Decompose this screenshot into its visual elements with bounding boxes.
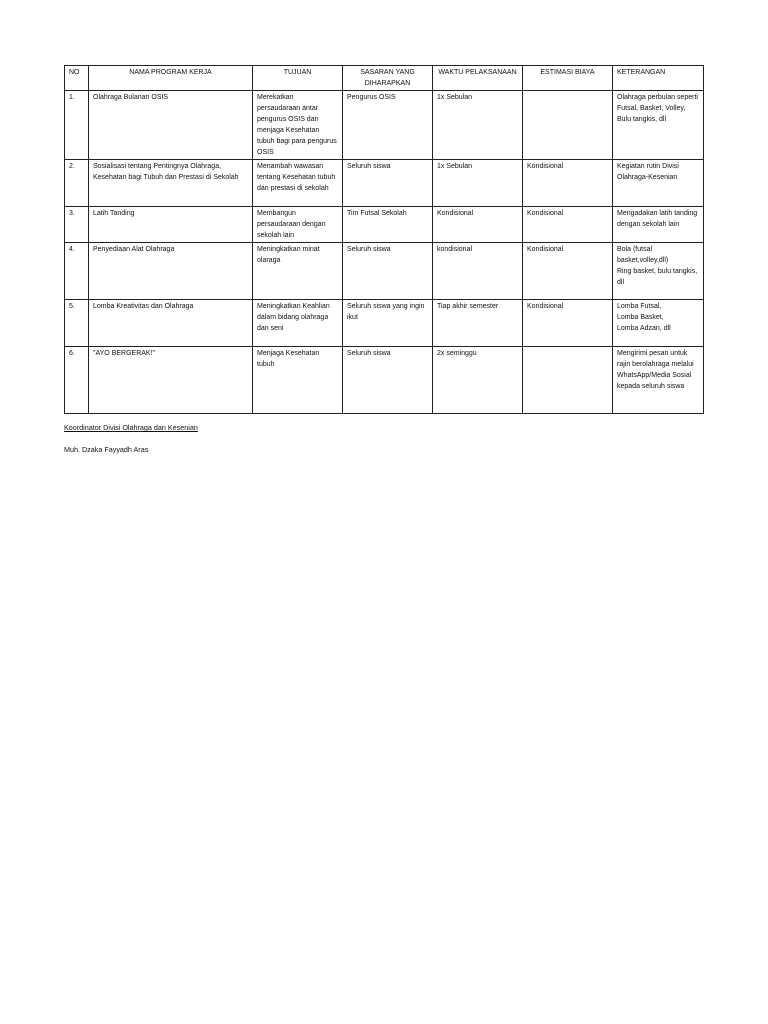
cell-program: "AYO BERGERAK!" bbox=[89, 347, 253, 414]
cell-program: Olahraga Bulanan OSIS bbox=[89, 91, 253, 160]
cell-waktu: 2x seminggu bbox=[433, 347, 523, 414]
cell-sasaran: Pengurus OSIS bbox=[343, 91, 433, 160]
cell-tujuan: Membangun persaudaraan dengan sekolah lain bbox=[253, 207, 343, 243]
cell-program: Penyediaan Alat Olahraga bbox=[89, 243, 253, 300]
cell-waktu: 1x Sebulan bbox=[433, 91, 523, 160]
cell-tujuan: Menambah wawasan tentang Kesehatan tubuh dan prestasi di sekolah bbox=[253, 160, 343, 207]
cell-keterangan bbox=[613, 300, 704, 347]
cell-biaya bbox=[523, 91, 613, 160]
cell-keterangan: Kegiatan rutin Divisi Olahraga-Kesenian bbox=[613, 160, 704, 207]
cell-waktu: Tiap akhir semester bbox=[433, 300, 523, 347]
cell-no: 3. bbox=[65, 207, 89, 243]
cell-biaya: Kondisional bbox=[523, 300, 613, 347]
table-row bbox=[65, 91, 704, 160]
cell-biaya bbox=[523, 347, 613, 414]
cell-sasaran: Seluruh siswa bbox=[343, 243, 433, 300]
cell-keterangan: Mengadakan latih tanding dengan sekolah lain bbox=[613, 207, 704, 243]
cell-waktu: kondisional bbox=[433, 243, 523, 300]
cell-program: Latih Tanding bbox=[89, 207, 253, 243]
cell-sasaran: Tim Futsal Sekolah bbox=[343, 207, 433, 243]
cell-biaya: Kondisional bbox=[523, 160, 613, 207]
cell-tujuan: Meningkatkan minat olaraga bbox=[253, 243, 343, 300]
cell-keterangan-text: Lomba Futsal, Lomba Basket, Lomba Adzan, dll bbox=[617, 303, 671, 332]
table-row bbox=[65, 347, 704, 414]
cell-tujuan: Meningkatkan Keahlian dalam bidang olahraga dan seni bbox=[253, 300, 343, 347]
header-biaya: ESTIMASI BIAYA bbox=[523, 66, 613, 91]
table-header-row bbox=[65, 66, 704, 91]
cell-biaya: Kondisional bbox=[523, 207, 613, 243]
cell-no: 5. bbox=[65, 300, 89, 347]
table-row bbox=[65, 207, 704, 243]
cell-no: 1. bbox=[65, 91, 89, 160]
table-row bbox=[65, 243, 704, 300]
header-no: NO bbox=[65, 66, 89, 91]
header-tujuan: TUJUAN bbox=[253, 66, 343, 91]
cell-tujuan: Menjaga Kesehatan tubuh bbox=[253, 347, 343, 414]
cell-sasaran: Seluruh siswa bbox=[343, 347, 433, 414]
coordinator-name: Muh. Dzaka Fayyadh Aras bbox=[64, 445, 149, 454]
cell-keterangan-text: Bola (futsal basket,volley,dll) Ring basket, bulu tangkis, dll bbox=[617, 246, 698, 286]
cell-waktu: 1x Sebulan bbox=[433, 160, 523, 207]
table-row bbox=[65, 160, 704, 207]
cell-program: Lomba Kreativitas dan Olahraga bbox=[89, 300, 253, 347]
cell-no: 2. bbox=[65, 160, 89, 207]
cell-waktu: Kondisional bbox=[433, 207, 523, 243]
header-keterangan: KETERANGAN bbox=[613, 66, 704, 91]
header-program: NAMA PROGRAM KERJA bbox=[89, 66, 253, 91]
cell-biaya: Kondisional bbox=[523, 243, 613, 300]
header-sasaran: SASARAN YANG DIHARAPKAN bbox=[343, 66, 433, 91]
cell-keterangan: Mengirimi pesan untuk rajin berolahraga melalui WhatsApp/Media Sosial kepada seluruh siswa bbox=[613, 347, 704, 414]
coordinator-title: Koordinator Divisi Olahraga dan Kesenian bbox=[64, 423, 198, 432]
program-kerja-table bbox=[64, 65, 704, 414]
cell-program: Sosialisasi tentang Pentingnya Olahraga, Kesehatan bagi Tubuh dan Prestasi di Sekolah bbox=[89, 160, 253, 207]
cell-keterangan bbox=[613, 243, 704, 300]
cell-tujuan: Merekatkan persaudaraan antar pengurus OSIS dan menjaga Kesehatan tubuh bagi para pengurus OSIS bbox=[253, 91, 343, 160]
cell-sasaran: Seluruh siswa yang ingin ikut bbox=[343, 300, 433, 347]
cell-sasaran: Seluruh siswa bbox=[343, 160, 433, 207]
table-row bbox=[65, 300, 704, 347]
cell-no: 4. bbox=[65, 243, 89, 300]
cell-no: 6. bbox=[65, 347, 89, 414]
header-waktu: WAKTU PELAKSANAAN bbox=[433, 66, 523, 91]
cell-keterangan: Olahraga perbulan seperti Futsal, Basket, Volley, Bulu tangkis, dll bbox=[613, 91, 704, 160]
